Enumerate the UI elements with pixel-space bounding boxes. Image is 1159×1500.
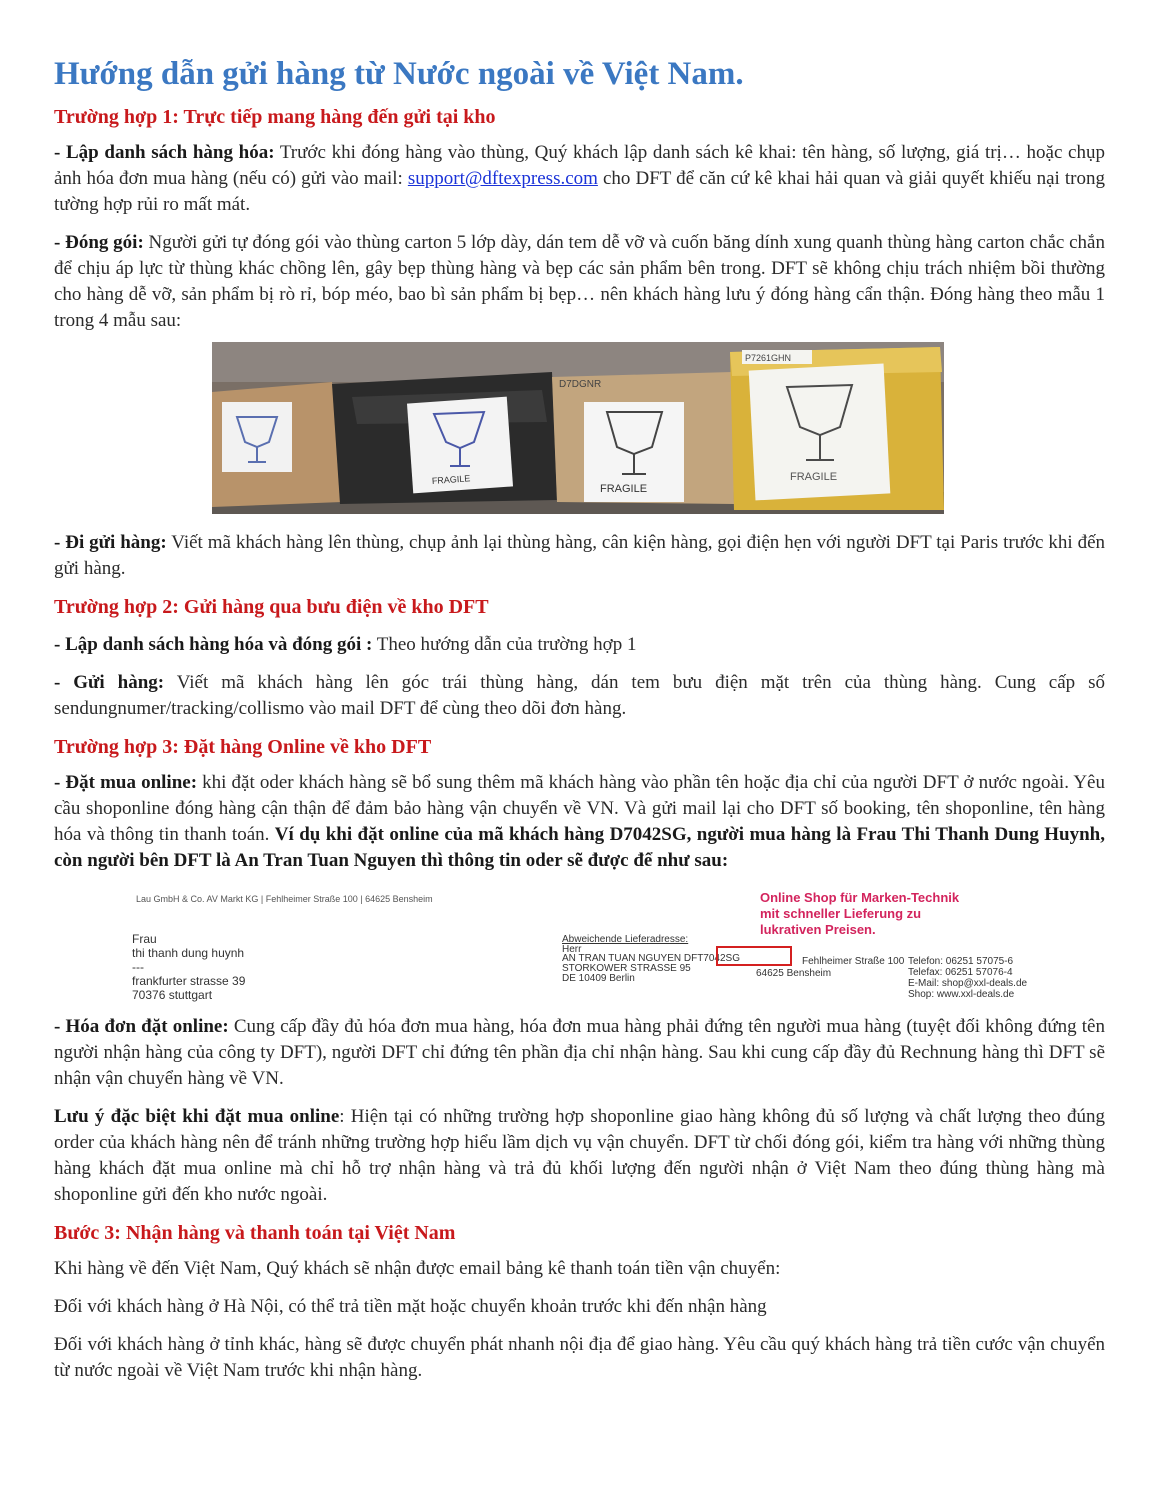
page-title: Hướng dẫn gửi hàng từ Nước ngoài về Việt Nam. — [54, 56, 744, 92]
invoice-alt-heading: Abweichende Lieferadresse: — [562, 934, 689, 945]
invoice-alt-1: AN TRAN TUAN NGUYEN DFT7042SG — [562, 953, 741, 964]
invoice-recipient-3: frankfurter strasse 39 — [132, 974, 246, 988]
svg-text:P7261GHN: P7261GHN — [745, 353, 792, 363]
packed-boxes-photo — [212, 342, 944, 514]
case1-send-paragraph — [54, 530, 1105, 582]
case3-heading: Trường hợp 3: Đặt hàng Online về kho DFT — [54, 736, 432, 758]
case2-list-paragraph — [54, 632, 1105, 658]
case3-order-example: Ví dụ khi đặt online của mã khách hàng D7042SG, người mua hàng là Frau Thi Thanh Dung Huynh, còn người bên DFT là An Tran Tuan Nguyen thì thông tin oder sẽ được để như sau: — [54, 824, 1105, 871]
box-3 — [552, 372, 734, 504]
step3-paragraph-3: Đối với khách hàng ở tỉnh khác, hàng sẽ được chuyển phát nhanh nội địa để giao hàng. Yêu cầu quý khách hàng trả tiền cước vận chuyển từ nước ngoài về Việt Nam trước khi nhận hàng. — [54, 1334, 1105, 1381]
invoice-promo-0: Online Shop für Marken-Technik — [760, 890, 960, 905]
case1-heading: Trường hợp 1: Trực tiếp mang hàng đến gửi tại kho — [54, 106, 496, 128]
invoice-shop-address-0: Fehlheimer Straße 100 — [802, 956, 905, 967]
case1-pack-paragraph — [54, 230, 1105, 334]
invoice-contact-1: Telefax: 06251 57076-4 — [908, 967, 1013, 978]
invoice-recipient-0: Frau — [132, 932, 157, 946]
invoice-recipient-1: thi thanh dung huynh — [132, 946, 245, 960]
invoice-example — [60, 882, 1063, 1006]
box-1 — [212, 382, 342, 507]
case1-send-label: - Đi gửi hàng: — [54, 532, 167, 553]
invoice-contact-0: Telefon: 06251 57075-6 — [908, 956, 1014, 967]
box-2-fragile-label: FRAGILE — [431, 473, 471, 486]
case1-list-paragraph — [54, 140, 1105, 218]
case1-send-text: Viết mã khách hàng lên thùng, chụp ảnh lại thùng hàng, cân kiện hàng, gọi điện hẹn với người DFT tại Paris trước khi đến gửi hàng. — [54, 532, 1106, 579]
case2-list-text: Theo hướng dẫn của trường hợp 1 — [372, 634, 637, 655]
invoice-sender-line: Lau GmbH & Co. AV Markt KG | Fehlheimer Straße 100 | 64625 Bensheim — [136, 894, 433, 904]
case3-note-paragraph — [54, 1104, 1105, 1208]
case3-order-text: khi đặt oder khách hàng sẽ bổ sung thêm mã khách hàng vào phần tên hoặc địa chỉ của người DFT ở nước ngoài. Yêu cầu shoponline đóng hàng cận thận để đảm bảo hàng vận chuyển về VN. Và gửi mail lại cho DFT số booking, tên shoponline, tên hàng hóa và thông tin thanh toán. — [54, 772, 1105, 845]
box-2 — [332, 372, 557, 504]
box-3-fragile-label: FRAGILE — [600, 483, 648, 495]
step3-heading: Bước 3: Nhận hàng và thanh toán tại Việt Nam — [54, 1222, 456, 1244]
case3-order-paragraph — [54, 770, 1105, 874]
invoice-alt-3: DE 10409 Berlin — [562, 973, 635, 984]
case2-send-paragraph — [54, 670, 1105, 722]
box-4-fragile-label: FRAGILE — [790, 471, 838, 483]
invoice-contact-3: Shop: www.xxl-deals.de — [908, 989, 1015, 1000]
box-4 — [730, 347, 944, 510]
invoice-alt-0: Herr — [562, 944, 582, 955]
support-email-link[interactable]: support@dftexpress.com — [407, 168, 598, 189]
case2-send-text: Viết mã khách hàng lên góc trái thùng hàng, dán tem bưu điện mặt trên của thùng hàng. Cung cấp số sendungnumer/tracking/collismo vào mail DFT để cùng theo dõi đơn hàng. — [54, 672, 1105, 719]
case3-invoice-label: - Hóa đơn đặt online: — [54, 1016, 229, 1037]
customer-code-highlight-box — [716, 946, 792, 966]
invoice-contact-2: E-Mail: shop@xxl-deals.de — [908, 978, 1028, 989]
case1-list-label: - Lập danh sách hàng hóa: — [54, 142, 275, 163]
invoice-promo — [760, 890, 959, 938]
case3-note-label: Lưu ý đặc biệt khi đặt mua online — [54, 1106, 340, 1127]
case3-order-label: - Đặt mua online: — [54, 772, 198, 793]
case1-pack-label: - Đóng gói: — [54, 232, 144, 253]
case3-invoice-text: Cung cấp đầy đủ hóa đơn mua hàng, hóa đơn mua hàng phải đứng tên người mua hàng (tuyệt đối không đứng tên người nhận hàng của công ty DFT), người DFT chỉ đứng tên phần địa chỉ nhận hàng. Sau khi cung cấp đầy đủ Rechnung hàng thì DFT sẽ nhận vận chuyển hàng về VN. — [54, 1016, 1105, 1089]
case3-invoice-paragraph — [54, 1014, 1105, 1092]
case3-note-text: : Hiện tại có những trường hợp shoponline giao hàng không đủ số lượng và chất lượng theo đúng order của khách hàng nên để tránh những trường hợp hiểu lầm dịch vụ vận chuyển. DFT từ chối đóng gói, kiểm tra hàng với những thùng hàng khách đặt mua online mà chỉ hỗ trợ nhận hàng và trả đủ khối lượng đến người nhận ở Việt Nam theo đúng thùng hàng mà shoponline gửi đến kho nước ngoài. — [54, 1106, 1105, 1205]
case1-list-text-b: cho DFT để căn cứ kê khai hải quan và giải quyết khiếu nại trong tường hợp rủi ro mất mát. — [54, 168, 1105, 215]
document-page — [54, 54, 1105, 1384]
case2-heading: Trường hợp 2: Gửi hàng qua bưu điện về kho DFT — [54, 596, 489, 618]
case1-list-text-a: Trước khi đóng hàng vào thùng, Quý khách lập danh sách kê khai: tên hàng, số lượng, giá trị… hoặc chụp ảnh hóa đơn mua hàng (nếu có) gửi vào mail: — [54, 142, 1105, 189]
invoice-alt-2: STORKOWER STRASSE 95 — [562, 963, 691, 974]
case1-pack-text: Người gửi tự đóng gói vào thùng carton 5 lớp dày, dán tem dễ vỡ và cuốn băng dính xung quanh thùng hàng carton chắc chắn để chịu áp lực từ thùng khác chồng lên, gây bẹp thùng hàng và bẹp các sản phẩm bên trong. DFT sẽ không chịu trách nhiệm bồi thường cho hàng dễ vỡ, sản phẩm bị rò rỉ, bóp méo, bao bì sản phẩm bị bẹp… nên khách hàng lưu ý đóng hàng cẩn thận. Đóng hàng theo mẫu 1 trong 4 mẫu sau: — [54, 232, 1105, 331]
case2-send-label: - Gửi hàng: — [54, 672, 165, 693]
invoice-promo-2: lukrativen Preisen. — [760, 922, 876, 937]
step3-paragraph-1: Khi hàng về đến Việt Nam, Quý khách sẽ nhận được email bảng kê thanh toán tiền vận chuyển: — [54, 1258, 781, 1279]
step3-paragraph-2: Đối với khách hàng ở Hà Nội, có thể trả tiền mặt hoặc chuyển khoản trước khi đến nhận hàng — [54, 1296, 767, 1317]
invoice-promo-1: mit schneller Lieferung zu — [760, 906, 922, 921]
case2-list-label: - Lập danh sách hàng hóa và đóng gói : — [54, 634, 373, 655]
invoice-recipient-2: --- — [132, 960, 144, 974]
invoice-shop-address-1: 64625 Bensheim — [756, 968, 832, 979]
invoice-recipient-4: 70376 stuttgart — [132, 988, 213, 1002]
svg-text:D7DGNR: D7DGNR — [559, 379, 602, 390]
